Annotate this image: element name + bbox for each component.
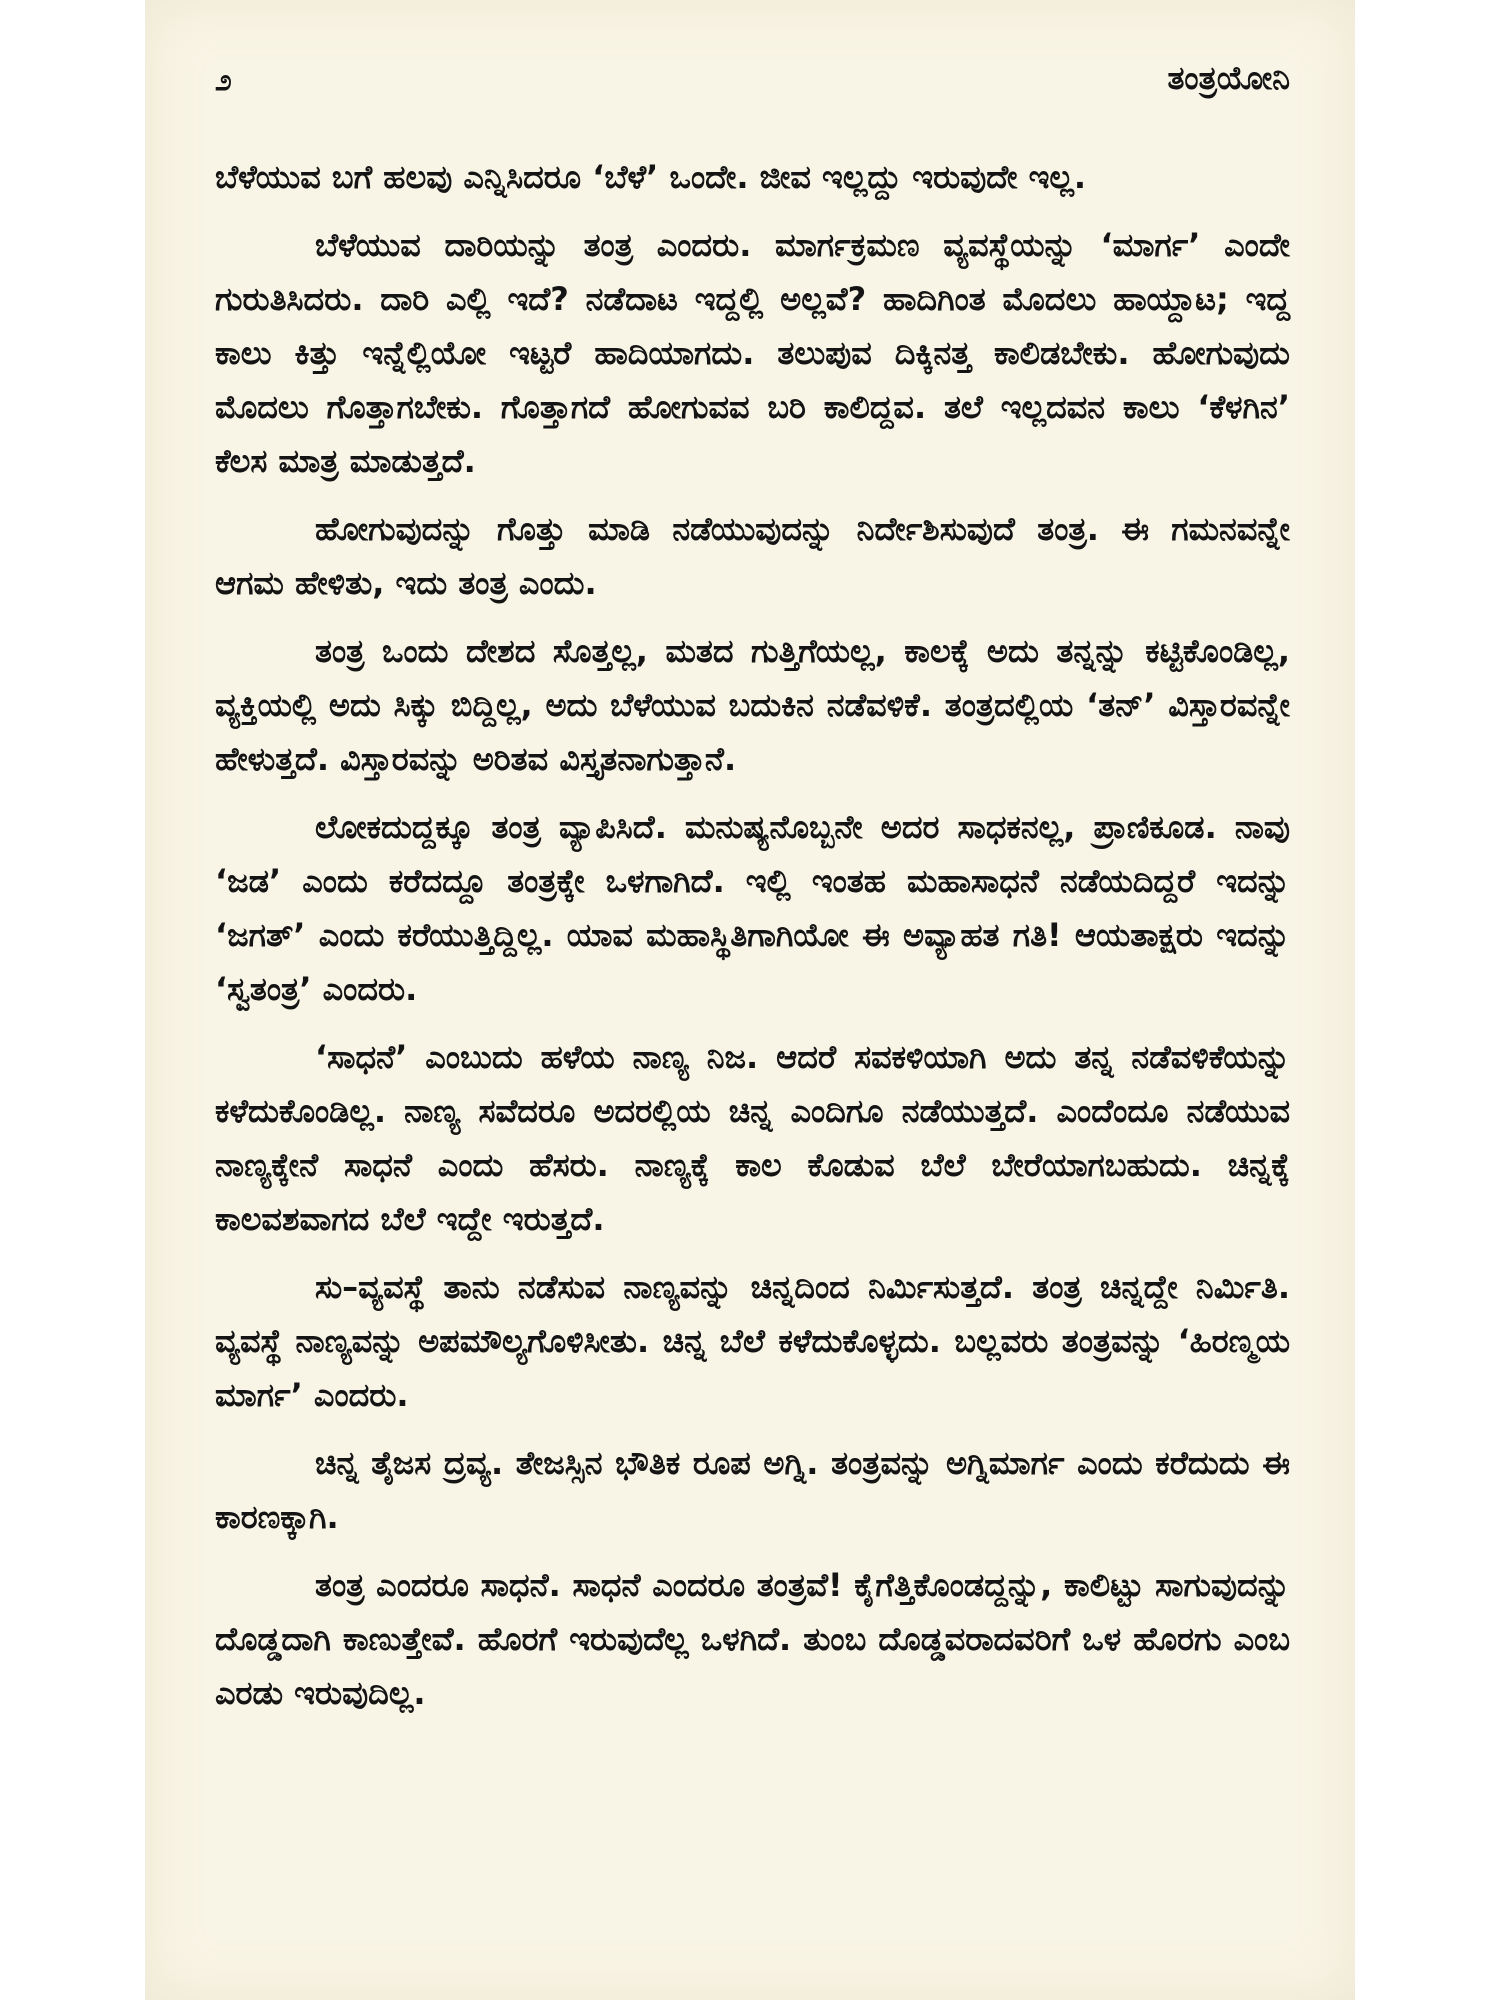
page-header bbox=[215, 55, 1290, 115]
paragraph: ಬೆಳೆಯುವ ಬಗೆ ಹಲವು ಎನ್ನಿಸಿದರೂ ‘ಬೆಳೆ’ ಒಂದೇ. ಜೀವ ಇಲ್ಲದ್ದು ಇರುವುದೇ ಇಲ್ಲ. bbox=[215, 158, 1087, 196]
paragraph: ಚಿನ್ನ ತೈಜಸ ದ್ರವ್ಯ. ತೇಜಸ್ಸಿನ ಭೌತಿಕ ರೂಪ ಅಗ್ನಿ. ತಂತ್ರವನ್ನು ಅಗ್ನಿಮಾರ್ಗ ಎಂದು ಕರೆದುದು ಈ ಕಾರಣಕ್ಕಾಗಿ. bbox=[215, 1444, 1290, 1536]
paragraph: ಹೋಗುವುದನ್ನು ಗೊತ್ತು ಮಾಡಿ ನಡೆಯುವುದನ್ನು ನಿರ್ದೇಶಿಸುವುದೆ ತಂತ್ರ. ಈ ಗಮನವನ್ನೇ ಆಗಮ ಹೇಳಿತು, ಇದು ತಂತ್ರ ಎಂದು. bbox=[215, 510, 1290, 602]
running-title: ತಂತ್ರಯೋನಿ bbox=[1167, 59, 1290, 97]
page-number: ೨ bbox=[215, 63, 232, 98]
paragraph: ಸು–ವ್ಯವಸ್ಥೆ ತಾನು ನಡೆಸುವ ನಾಣ್ಯವನ್ನು ಚಿನ್ನದಿಂದ ನಿರ್ಮಿಸುತ್ತದೆ. ತಂತ್ರ ಚಿನ್ನದ್ದೇ ನಿರ್ಮಿತಿ. ವ್ಯವಸ್ಥೆ ನಾಣ್ಯವನ್ನು ಅಪಮೌಲ್ಯಗೊಳಿಸೀತು. ಚಿನ್ನ ಬೆಲೆ ಕಳೆದುಕೊಳ್ಳದು. ಬಲ್ಲವರು ತಂತ್ರವನ್ನು ‘ಹಿರಣ್ಮಯ ಮಾರ್ಗ’ ಎಂದರು. bbox=[215, 1268, 1290, 1414]
body-text bbox=[215, 150, 1290, 1734]
paragraph: ‘ಸಾಧನೆ’ ಎಂಬುದು ಹಳೆಯ ನಾಣ್ಯ ನಿಜ. ಆದರೆ ಸವಕಳಿಯಾಗಿ ಅದು ತನ್ನ ನಡೆವಳಿಕೆಯನ್ನು ಕಳೆದುಕೊಂಡಿಲ್ಲ. ನಾಣ್ಯ ಸವೆದರೂ ಅದರಲ್ಲಿಯ ಚಿನ್ನ ಎಂದಿಗೂ ನಡೆಯುತ್ತದೆ. ಎಂದೆಂದೂ ನಡೆಯುವ ನಾಣ್ಯಕ್ಕೇನೆ ಸಾಧನೆ ಎಂದು ಹೆಸರು. ನಾಣ್ಯಕ್ಕೆ ಕಾಲ ಕೊಡುವ ಬೆಲೆ ಬೇರೆಯಾಗಬಹುದು. ಚಿನ್ನಕ್ಕೆ ಕಾಲವಶವಾಗದ ಬೆಲೆ ಇದ್ದೇ ಇರುತ್ತದೆ. bbox=[215, 1038, 1290, 1238]
paragraph: ತಂತ್ರ ಒಂದು ದೇಶದ ಸೊತ್ತಲ್ಲ, ಮತದ ಗುತ್ತಿಗೆಯಲ್ಲ, ಕಾಲಕ್ಕೆ ಅದು ತನ್ನನ್ನು ಕಟ್ಟಿಕೊಂಡಿಲ್ಲ, ವ್ಯಕ್ತಿಯಲ್ಲಿ ಅದು ಸಿಕ್ಕು ಬಿದ್ದಿಲ್ಲ, ಅದು ಬೆಳೆಯುವ ಬದುಕಿನ ನಡೆವಳಿಕೆ. ತಂತ್ರದಲ್ಲಿಯ ‘ತನ್’ ವಿಸ್ತಾರವನ್ನೇ ಹೇಳುತ್ತದೆ. ವಿಸ್ತಾರವನ್ನು ಅರಿತವ ವಿಸ್ತೃತನಾಗುತ್ತಾನೆ. bbox=[215, 632, 1290, 778]
paragraph: ಬೆಳೆಯುವ ದಾರಿಯನ್ನು ತಂತ್ರ ಎಂದರು. ಮಾರ್ಗಕ್ರಮಣ ವ್ಯವಸ್ಥೆಯನ್ನು ‘ಮಾರ್ಗ’ ಎಂದೇ ಗುರುತಿಸಿದರು. ದಾರಿ ಎಲ್ಲಿ ಇದೆ? ನಡೆದಾಟ ಇದ್ದಲ್ಲಿ ಅಲ್ಲವೆ? ಹಾದಿಗಿಂತ ಮೊದಲು ಹಾಯ್ದಾಟ; ಇದ್ದ ಕಾಲು ಕಿತ್ತು ಇನ್ನೆಲ್ಲಿಯೋ ಇಟ್ಟರೆ ಹಾದಿಯಾಗದು. ತಲುಪುವ ದಿಕ್ಕಿನತ್ತ ಕಾಲಿಡಬೇಕು. ಹೋಗುವುದು ಮೊದಲು ಗೊತ್ತಾಗಬೇಕು. ಗೊತ್ತಾಗದೆ ಹೋಗುವವ ಬರಿ ಕಾಲಿದ್ದವ. ತಲೆ ಇಲ್ಲದವನ ಕಾಲು ‘ಕೆಳಗಿನ’ ಕೆಲಸ ಮಾತ್ರ ಮಾಡುತ್ತದೆ. bbox=[215, 226, 1290, 480]
paragraph: ಲೋಕದುದ್ದಕ್ಕೂ ತಂತ್ರ ವ್ಯಾಪಿಸಿದೆ. ಮನುಷ್ಯನೊಬ್ಬನೇ ಅದರ ಸಾಧಕನಲ್ಲ, ಪ್ರಾಣಿಕೂಡ. ನಾವು ‘ಜಡ’ ಎಂದು ಕರೆದದ್ದೂ ತಂತ್ರಕ್ಕೇ ಒಳಗಾಗಿದೆ. ಇಲ್ಲಿ ಇಂತಹ ಮಹಾಸಾಧನೆ ನಡೆಯದಿದ್ದರೆ ಇದನ್ನು ‘ಜಗತ್’ ಎಂದು ಕರೆಯುತ್ತಿದ್ದಿಲ್ಲ. ಯಾವ ಮಹಾಸ್ಥಿತಿಗಾಗಿಯೋ ಈ ಅವ್ಯಾಹತ ಗತಿ! ಆಯತಾಕ್ಷರು ಇದನ್ನು ‘ಸ್ವತಂತ್ರ’ ಎಂದರು. bbox=[215, 808, 1290, 1008]
paragraph: ತಂತ್ರ ಎಂದರೂ ಸಾಧನೆ. ಸಾಧನೆ ಎಂದರೂ ತಂತ್ರವೆ! ಕೈಗೆತ್ತಿಕೊಂಡದ್ದನ್ನು, ಕಾಲಿಟ್ಟು ಸಾಗುವುದನ್ನು ದೊಡ್ಡದಾಗಿ ಕಾಣುತ್ತೇವೆ. ಹೊರಗೆ ಇರುವುದೆಲ್ಲ ಒಳಗಿದೆ. ತುಂಬ ದೊಡ್ಡವರಾದವರಿಗೆ ಒಳ ಹೊರಗು ಎಂಬ ಎರಡು ಇರುವುದಿಲ್ಲ. bbox=[215, 1566, 1290, 1712]
